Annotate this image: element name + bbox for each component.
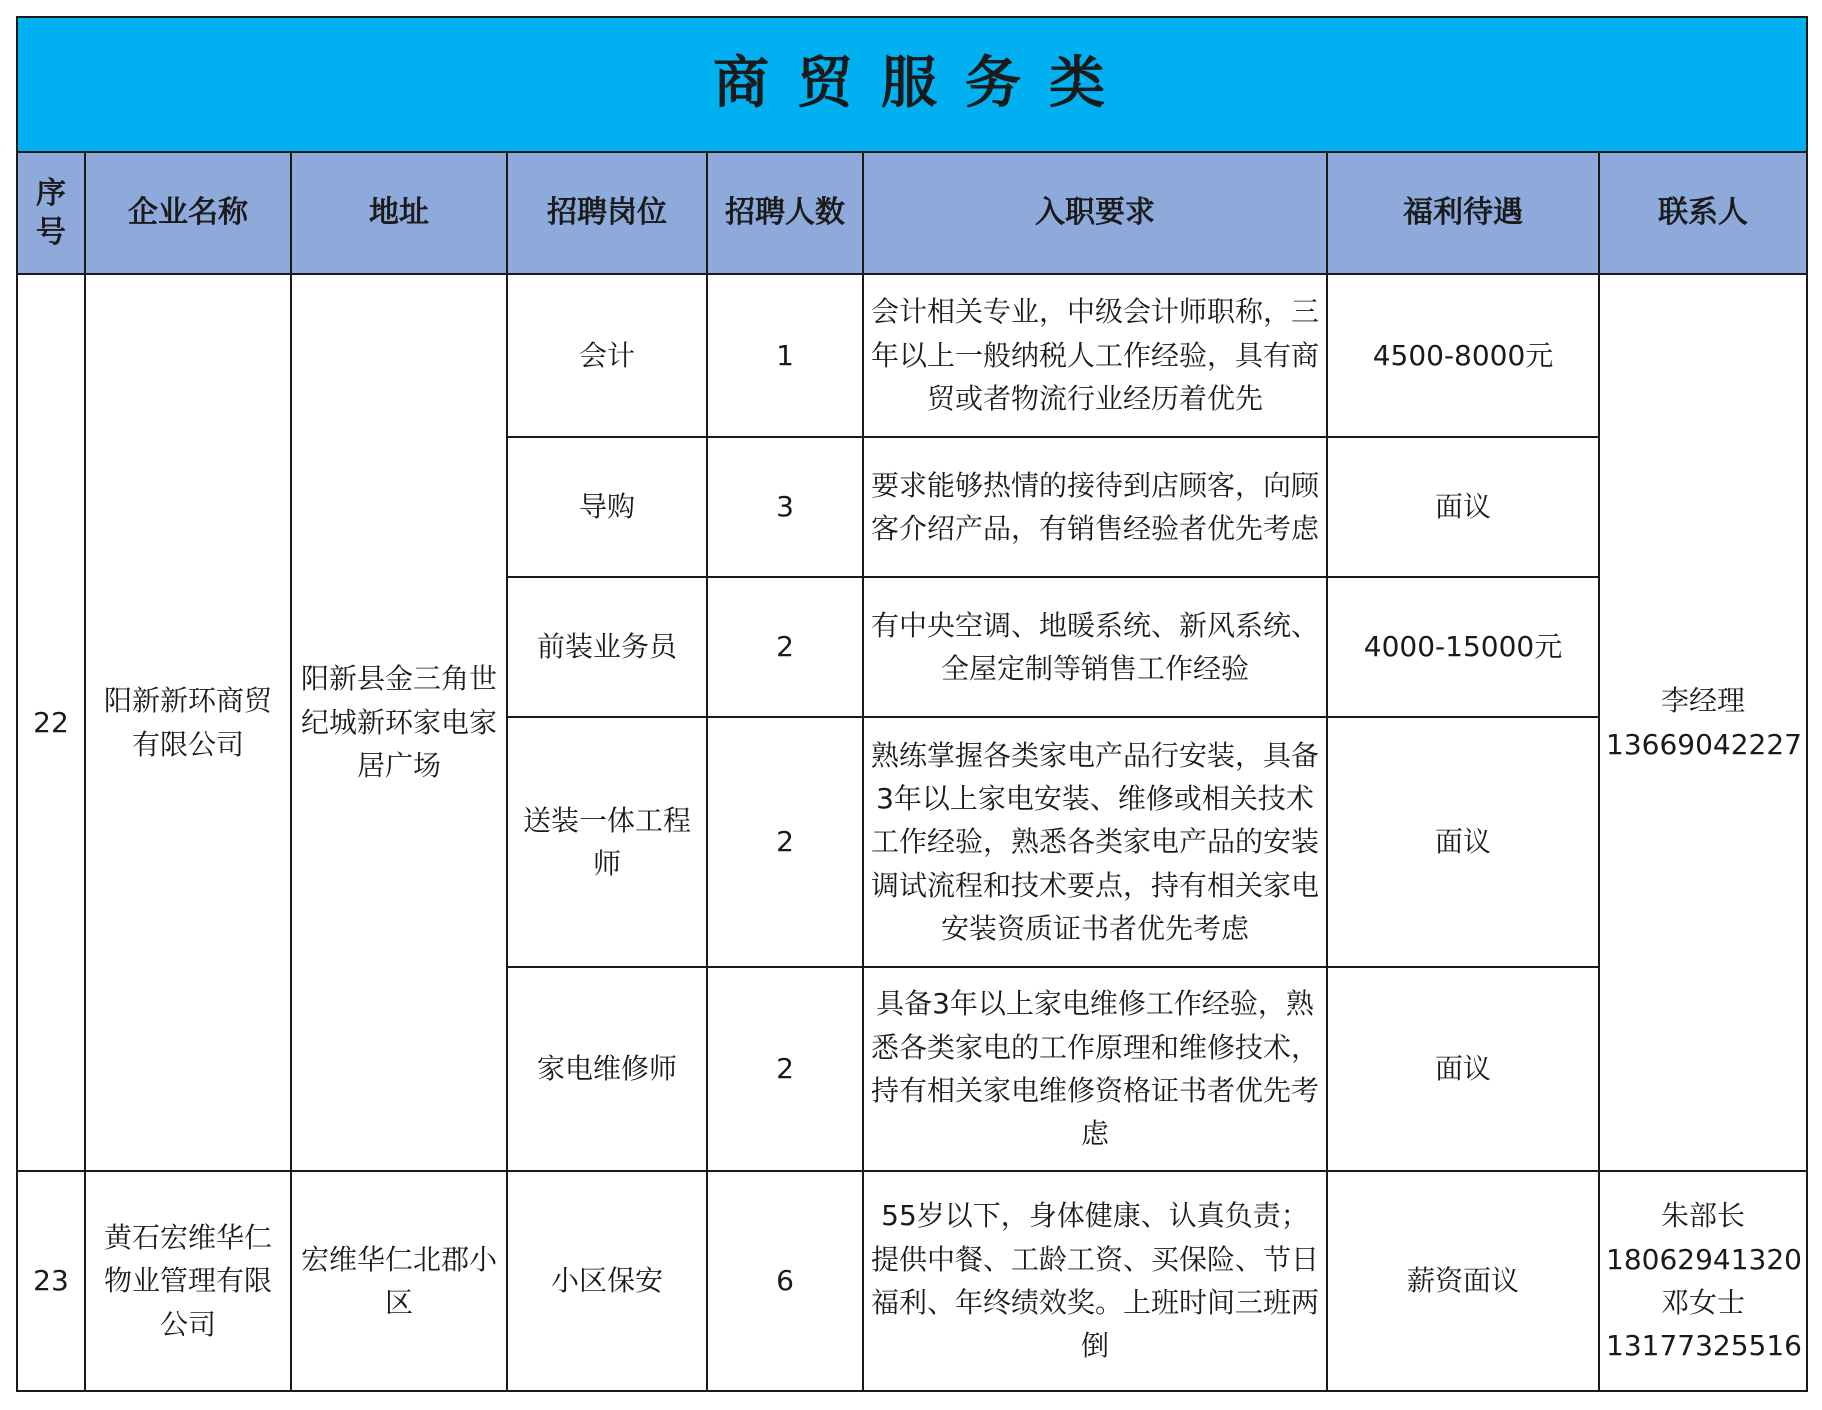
contact-cell xyxy=(1599,274,1807,1171)
header-requirements: 入职要求 xyxy=(863,152,1327,274)
table-row xyxy=(17,274,1807,437)
job-count: 2 xyxy=(707,717,863,967)
row-index: 22 xyxy=(17,274,85,1171)
job-benefits: 面议 xyxy=(1327,967,1599,1171)
job-requirements: 要求能够热情的接待到店顾客，向顾客介绍产品，有销售经验者优先考虑 xyxy=(863,437,1327,577)
job-requirements: 熟练掌握各类家电产品行安装，具备3年以上家电安装、维修或相关技术工作经验，熟悉各类家电产品的安装调试流程和技术要点，持有相关家电安装资质证书者优先考虑 xyxy=(863,717,1327,967)
company-name: 黄石宏维华仁物业管理有限公司 xyxy=(85,1171,291,1391)
job-count: 3 xyxy=(707,437,863,577)
job-count: 6 xyxy=(707,1171,863,1391)
job-position: 家电维修师 xyxy=(507,967,707,1171)
table-title: 商贸服务类 xyxy=(17,17,1807,152)
header-address: 地址 xyxy=(291,152,507,274)
contact-name: 李经理 xyxy=(1660,684,1745,718)
job-benefits: 4500-8000元 xyxy=(1327,274,1599,437)
job-benefits: 面议 xyxy=(1327,717,1599,967)
job-requirements: 55岁以下，身体健康、认真负责；提供中餐、工龄工资、买保险、节日福利、年终绩效奖。上班时间三班两倒 xyxy=(863,1171,1327,1391)
contact-name: 朱部长 xyxy=(1660,1199,1745,1233)
job-position: 会计 xyxy=(507,274,707,437)
contact-phone: 18062941320 xyxy=(1606,1242,1802,1276)
row-index: 23 xyxy=(17,1171,85,1391)
contact-phone: 13669042227 xyxy=(1606,727,1802,761)
job-position: 导购 xyxy=(507,437,707,577)
job-count: 2 xyxy=(707,967,863,1171)
job-benefits: 面议 xyxy=(1327,437,1599,577)
job-position: 前装业务员 xyxy=(507,577,707,717)
header-row xyxy=(17,152,1807,274)
company-address: 宏维华仁北郡小区 xyxy=(291,1171,507,1391)
header-count: 招聘人数 xyxy=(707,152,863,274)
contact-phone-2: 13177325516 xyxy=(1606,1329,1802,1363)
recruitment-table xyxy=(16,16,1808,1392)
recruitment-table-sheet xyxy=(16,16,1806,1392)
company-address: 阳新县金三角世纪城新环家电家居广场 xyxy=(291,274,507,1171)
job-position: 小区保安 xyxy=(507,1171,707,1391)
header-contact: 联系人 xyxy=(1599,152,1807,274)
header-benefits: 福利待遇 xyxy=(1327,152,1599,274)
job-position: 送装一体工程师 xyxy=(507,717,707,967)
job-requirements: 具备3年以上家电维修工作经验，熟悉各类家电的工作原理和维修技术，持有相关家电维修资格证书者优先考虑 xyxy=(863,967,1327,1171)
contact-cell xyxy=(1599,1171,1807,1391)
job-count: 1 xyxy=(707,274,863,437)
job-count: 2 xyxy=(707,577,863,717)
table-row xyxy=(17,1171,1807,1391)
job-requirements: 会计相关专业，中级会计师职称，三年以上一般纳税人工作经验，具有商贸或者物流行业经历着优先 xyxy=(863,274,1327,437)
company-name: 阳新新环商贸有限公司 xyxy=(85,274,291,1171)
header-company: 企业名称 xyxy=(85,152,291,274)
job-requirements: 有中央空调、地暖系统、新风系统、全屋定制等销售工作经验 xyxy=(863,577,1327,717)
job-benefits: 4000-15000元 xyxy=(1327,577,1599,717)
job-benefits: 薪资面议 xyxy=(1327,1171,1599,1391)
header-position: 招聘岗位 xyxy=(507,152,707,274)
header-index: 序号 xyxy=(17,152,85,274)
contact-name-2: 邓女士 xyxy=(1660,1286,1745,1319)
